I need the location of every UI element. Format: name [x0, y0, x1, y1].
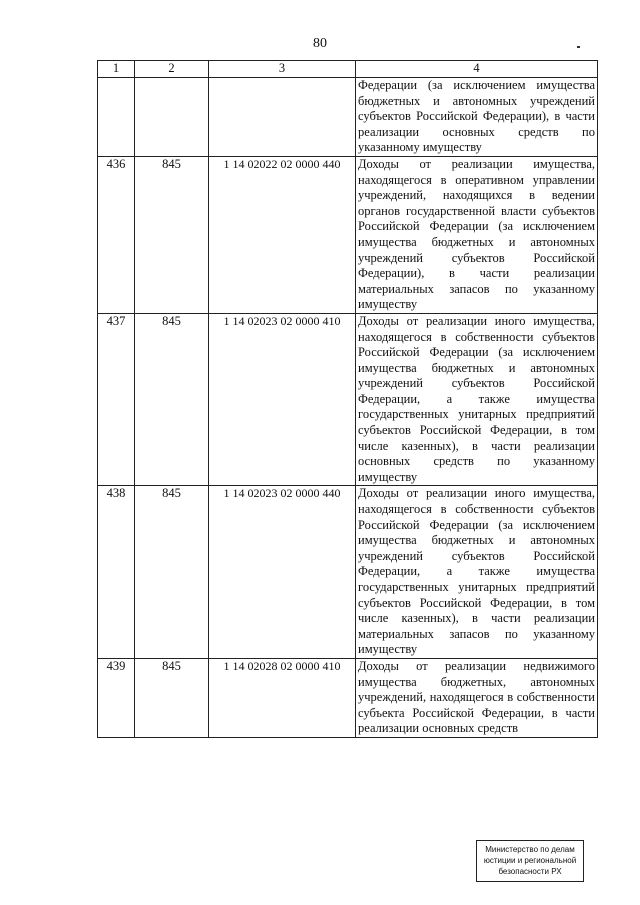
budget-code: 1 14 02023 02 0000 410	[209, 313, 356, 486]
revenue-description: Доходы от реализации иного имущества, находящегося в собственности субъектов Российской Федерации (за исключением имущества бюджетных и автономных учреждений субъектов Российской Федерации, а также имущества государственных унитарных предприятий субъектов Российской Федерации, в том числе казенных), в части реализации материальных запасов по указанному имуществу	[356, 486, 598, 659]
revenue-table	[97, 60, 598, 738]
row-number: 438	[98, 486, 135, 659]
row-number: 439	[98, 658, 135, 737]
admin-code: 845	[135, 486, 209, 659]
scan-speck	[577, 46, 580, 48]
table-row	[98, 486, 598, 659]
row-number: 437	[98, 313, 135, 486]
revenue-description: Доходы от реализации недвижимого имущества бюджетных, автономных учреждений, находящегося в собственности субъекта Российской Федерации, в части реализации основных средств	[356, 658, 598, 737]
budget-code: 1 14 02023 02 0000 440	[209, 486, 356, 659]
table-row	[98, 78, 598, 157]
table-row	[98, 156, 598, 313]
row-number: 436	[98, 156, 135, 313]
stamp-line-1: Министерство по делам	[485, 845, 575, 854]
revenue-description: Федерации (за исключением имущества бюджетных и автономных учреждений субъектов Российской Федерации), в части реализации основных средств по указанному имуществу	[356, 78, 598, 157]
page-number: 80	[313, 36, 327, 51]
stamp-line-2: юстиции и региональной	[483, 856, 577, 865]
admin-code: 845	[135, 156, 209, 313]
stamp-line-3: безопасности РХ	[498, 867, 562, 876]
budget-code: 1 14 02022 02 0000 440	[209, 156, 356, 313]
header-col-2: 2	[135, 61, 209, 78]
ministry-stamp	[476, 840, 584, 882]
header-col-3: 3	[209, 61, 356, 78]
admin-code: 845	[135, 313, 209, 486]
header-col-1: 1	[98, 61, 135, 78]
revenue-description: Доходы от реализации иного имущества, находящегося в собственности субъектов Российской Федерации (за исключением имущества бюджетных и автономных учреждений субъектов Российской Федерации, а также имущества государственных унитарных предприятий субъектов Российской Федерации, в том числе казенных), в части реализации основных средств по указанному имуществу	[356, 313, 598, 486]
table-row	[98, 658, 598, 737]
table-header-row	[98, 61, 598, 78]
row-number	[98, 78, 135, 157]
budget-code: 1 14 02028 02 0000 410	[209, 658, 356, 737]
admin-code	[135, 78, 209, 157]
revenue-description: Доходы от реализации имущества, находящегося в оперативном управлении учреждений, находящихся в ведении органов государственной власти субъектов Российской Федерации (за исключением имущества бюджетных и автономных учреждений субъектов Российской Федерации), в части реализации материальных запасов по указанному имуществу	[356, 156, 598, 313]
header-col-4: 4	[356, 61, 598, 78]
table-row	[98, 313, 598, 486]
budget-code	[209, 78, 356, 157]
admin-code: 845	[135, 658, 209, 737]
